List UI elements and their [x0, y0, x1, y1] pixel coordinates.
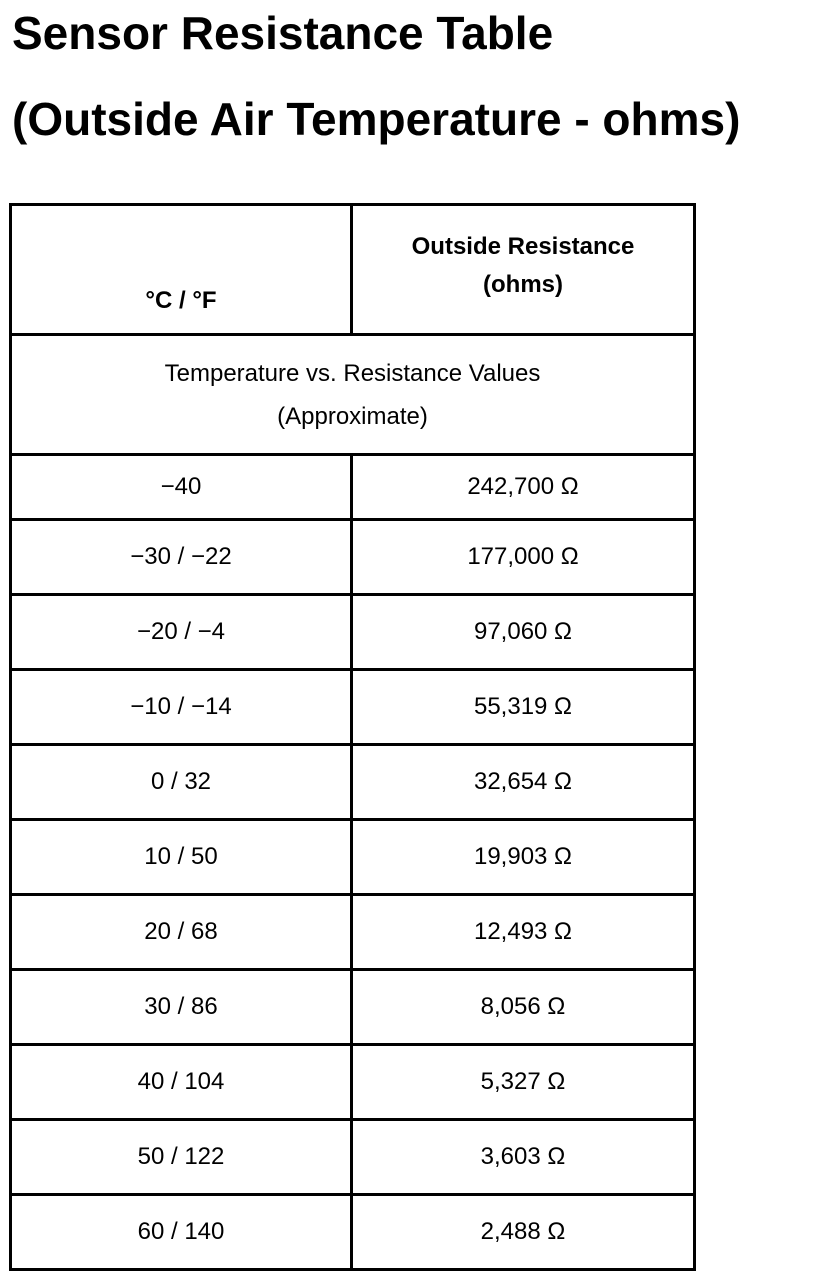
temperature-cell: 30 / 86: [11, 970, 352, 1045]
table-row: [11, 1195, 695, 1270]
page-title: Sensor Resistance Table: [12, 7, 554, 59]
temperature-cell: −10 / −14: [11, 670, 352, 745]
table-row: [11, 745, 695, 820]
table-row: [11, 895, 695, 970]
temperature-cell: −20 / −4: [11, 595, 352, 670]
temperature-column-header: °C / °F: [11, 205, 352, 335]
table-row: [11, 670, 695, 745]
table-note-line: Temperature vs. Resistance Values: [164, 359, 541, 387]
sensor-resistance-table: [9, 203, 696, 1271]
resistance-cell: 242,700 Ω: [352, 455, 695, 520]
resistance-cell: 32,654 Ω: [352, 745, 695, 820]
resistance-header-label: Outside Resistance: [411, 233, 635, 260]
resistance-column-header: [352, 205, 695, 335]
resistance-cell: 8,056 Ω: [352, 970, 695, 1045]
resistance-cell: 19,903 Ω: [352, 820, 695, 895]
resistance-cell: 5,327 Ω: [352, 1045, 695, 1120]
resistance-cell: 97,060 Ω: [352, 595, 695, 670]
resistance-cell: 55,319 Ω: [352, 670, 695, 745]
table-row: [11, 1045, 695, 1120]
temperature-cell: 10 / 50: [11, 820, 352, 895]
table-row: [11, 820, 695, 895]
table-row: [11, 970, 695, 1045]
resistance-cell: 2,488 Ω: [352, 1195, 695, 1270]
resistance-cell: 12,493 Ω: [352, 895, 695, 970]
temperature-cell: 60 / 140: [11, 1195, 352, 1270]
resistance-header-unit: (ohms): [483, 271, 563, 298]
table-note-qualifier: (Approximate): [277, 402, 428, 430]
table-note-row: [11, 335, 695, 455]
temperature-cell: 20 / 68: [11, 895, 352, 970]
table-row: [11, 520, 695, 595]
resistance-cell: 177,000 Ω: [352, 520, 695, 595]
temperature-cell: −40: [11, 455, 352, 520]
resistance-cell: 3,603 Ω: [352, 1120, 695, 1195]
temperature-cell: 0 / 32: [11, 745, 352, 820]
table-header-row: [11, 205, 695, 335]
temperature-cell: 50 / 122: [11, 1120, 352, 1195]
temperature-cell: 40 / 104: [11, 1045, 352, 1120]
page-subtitle: (Outside Air Temperature - ohms): [12, 93, 741, 145]
table-row: [11, 595, 695, 670]
table-row: [11, 1120, 695, 1195]
table-note-cell: [11, 335, 695, 455]
table-row: [11, 455, 695, 520]
temperature-cell: −30 / −22: [11, 520, 352, 595]
